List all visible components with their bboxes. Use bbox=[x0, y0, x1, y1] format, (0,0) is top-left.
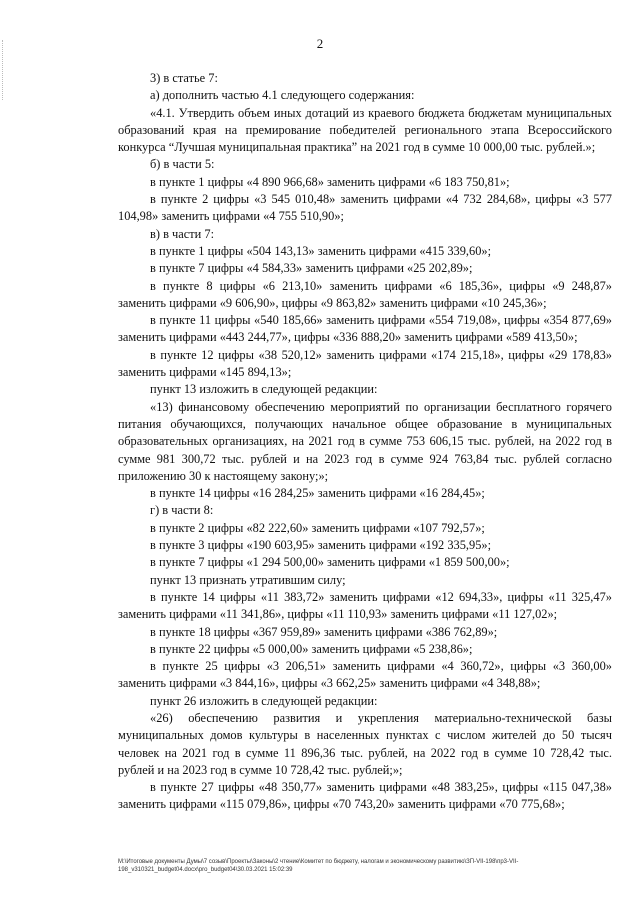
paragraph: пункт 13 изложить в следующей редакции: bbox=[150, 382, 378, 397]
paragraph: в пункте 7 цифры «4 584,33» заменить цифрами «25 202,89»; bbox=[150, 261, 473, 276]
document-body bbox=[118, 70, 612, 814]
paragraph: в пункте 2 цифры «82 222,60» заменить цифрами «107 792,57»; bbox=[150, 520, 485, 535]
paragraph: 3) в статье 7: bbox=[150, 71, 218, 85]
paragraph: в пункте 14 цифры «11 383,72» заменить цифрами «12 694,33», цифры «11 325,47» заменить цифрами «11 341,86», цифры «11 110,93» заменить цифрами «11 127,02»; bbox=[118, 589, 612, 622]
paragraph: а) дополнить частью 4.1 следующего содержания: bbox=[150, 88, 415, 103]
paragraph: в пункте 7 цифры «1 294 500,00» заменить цифрами «1 859 500,00»; bbox=[150, 555, 510, 570]
paragraph: в пункте 8 цифры «6 213,10» заменить цифрами «6 185,36», цифры «9 248,87» заменить цифрами «9 606,90», цифры «9 863,82» заменить цифрами «10 245,36»; bbox=[118, 278, 612, 310]
paragraph: в пункте 22 цифры «5 000,00» заменить цифрами «5 238,86»; bbox=[150, 641, 473, 656]
paragraph: г) в части 8: bbox=[150, 503, 214, 518]
paragraph: в пункте 25 цифры «3 206,51» заменить цифрами «4 360,72», цифры «3 360,00» заменить цифрами «3 844,16», цифры «3 662,25» заменить цифрами «4 348,88»; bbox=[118, 659, 612, 691]
paragraph: в пункте 2 цифры «3 545 010,48» заменить цифрами «4 732 284,68», цифры «3 577 104,98» заменить цифрами «4 755 510,90»; bbox=[118, 192, 612, 224]
paragraph: в пункте 14 цифры «16 284,25» заменить цифрами «16 284,45»; bbox=[150, 486, 485, 501]
paragraph: в пункте 12 цифры «38 520,12» заменить цифрами «174 215,18», цифры «29 178,83» заменить цифрами «145 894,13»; bbox=[118, 347, 612, 380]
paragraph: б) в части 5: bbox=[150, 157, 215, 172]
paragraph: в пункте 11 цифры «540 185,66» заменить цифрами «554 719,08», цифры «354 877,69» заменить цифрами «443 244,77», цифры «336 888,20» заменить цифрами «589 413,50»; bbox=[118, 313, 612, 345]
paragraph: в) в части 7: bbox=[150, 226, 215, 241]
paragraph: в пункте 27 цифры «48 350,77» заменить цифрами «48 383,25», цифры «115 047,38» заменить цифрами «115 079,86», цифры «70 743,20» заменить цифрами «70 775,68»; bbox=[118, 780, 612, 812]
paragraph: в пункте 18 цифры «367 959,89» заменить цифрами «386 762,89»; bbox=[150, 624, 498, 639]
paragraph: в пункте 1 цифры «504 143,13» заменить цифрами «415 339,60»; bbox=[150, 243, 492, 258]
paragraph: «4.1. Утвердить объем иных дотаций из краевого бюджета бюджетам муниципальных образований края на премирование победителей регионального этапа Всероссийского конкурса “Лучшая муниципальная практика” на 2021 год в сумме 10 000,00 тыс. рублей.»; bbox=[118, 105, 612, 155]
paragraph: «26) обеспечению развития и укрепления материально-технической базы муниципальных домов культуры в населенных пунктах с числом жителей до 50 тысяч человек на 2021 год в сумме 11 896,36 тыс. рублей, на 2022 год в сумме 10 728,42 тыс. рублей и на 2023 год в сумме 10 728,42 тыс. рублей;»; bbox=[118, 710, 612, 777]
page-number: 2 bbox=[316, 36, 324, 51]
paragraph: «13) финансовому обеспечению мероприятий по организации бесплатного горячего питания обучающихся, получающих начальное общее образование в муниципальных образовательных организациях, на 2021 год в сумме 753 606,15 тыс. рублей, на 2022 год в сумме 981 300,72 тыс. рублей и на 2023 год в сумме 924 763,84 тыс. рублей согласно приложению 30 к настоящему закону;»; bbox=[118, 399, 612, 483]
paragraph: в пункте 3 цифры «190 603,95» заменить цифрами «192 335,95»; bbox=[150, 538, 492, 553]
paragraph: пункт 13 признать утратившим силу; bbox=[150, 572, 346, 587]
paragraph: пункт 26 изложить в следующей редакции: bbox=[150, 693, 378, 708]
paragraph: в пункте 1 цифры «4 890 966,68» заменить цифрами «6 183 750,81»; bbox=[150, 174, 510, 189]
file-path-footer: M:\Итоговые документы Думы\7 созыв\Проекты\Законы\2 чтение\Комитет по бюджету, налогам и экономическому развитию\ЗП-VII-198\пр3-VII-198_v310321_budget04.docx\pro_budget04\30.03.2021 15:02:39 bbox=[118, 859, 519, 873]
